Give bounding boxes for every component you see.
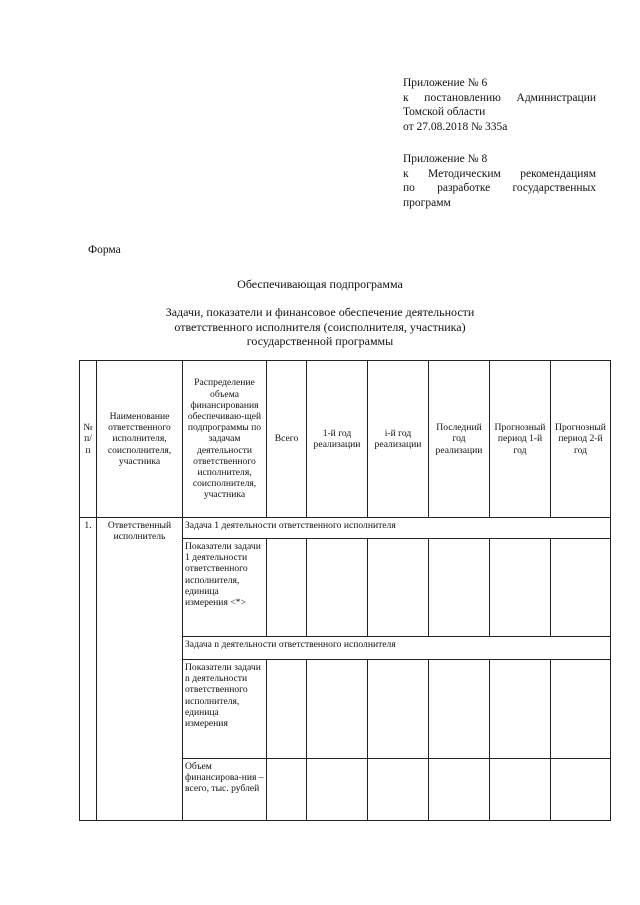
cell-empty (551, 539, 611, 637)
cell-empty (490, 660, 551, 759)
header-total: Всего (267, 361, 307, 518)
heading-line-2: ответственного исполнителя (соисполнителя, участника) (174, 319, 466, 334)
cell-empty (267, 660, 307, 759)
cell-empty (429, 539, 490, 637)
table-row (80, 518, 611, 539)
cell-empty (267, 759, 307, 821)
appendix-6-region: Томской области (403, 106, 486, 118)
header-name: Наименование ответственного исполнителя, соисполнителя, участника (97, 361, 183, 518)
cell-empty (490, 759, 551, 821)
header-num: № п/п (80, 361, 97, 518)
cell-empty (551, 759, 611, 821)
row-executor: Ответственный исполнитель (97, 518, 183, 821)
cell-empty (429, 660, 490, 759)
cell-empty (368, 539, 429, 637)
subprogram-title: Обеспечивающая подпрограмма (237, 277, 403, 291)
cell-empty (368, 660, 429, 759)
task-1-indicators: Показатели задачи 1 деятельности ответственного исполнителя, единица измерения <*> (183, 539, 267, 637)
table-header-row (80, 361, 611, 518)
appendix-8-recommendations: к Методическим рекомендациям (403, 167, 596, 180)
appendix-6-block (403, 76, 596, 134)
appendix-6-date: от 27.08.2018 № 335а (403, 120, 508, 133)
cell-empty (307, 660, 368, 759)
header-yeari: i-й год реализации (368, 361, 429, 518)
cell-empty (368, 759, 429, 821)
task-n-indicators: Показатели задачи n деятельности ответственного исполнителя, единица измерения (183, 660, 267, 759)
header-forecast-2: Прогнозный период 2-й год (551, 361, 611, 518)
appendix-8-block (403, 152, 596, 210)
appendix-8-programs: программ (403, 196, 451, 209)
cell-empty (307, 539, 368, 637)
header-distribution: Распределение объема финансирования обеспечиваю-щей подпрограммы по задачам деятельности ответственного исполнителя, соисполнителя, участника (183, 361, 267, 518)
task-1-heading: Задача 1 деятельности ответственного исполнителя (183, 518, 611, 539)
task-n-heading: Задача n деятельности ответственного исполнителя (183, 637, 611, 660)
header-year1: 1-й год реализации (307, 361, 368, 518)
cell-empty (490, 539, 551, 637)
cell-empty (267, 539, 307, 637)
funding-table (79, 360, 611, 821)
heading-line-1: Задачи, показатели и финансовое обеспечение деятельности (165, 305, 475, 319)
document-heading (0, 305, 640, 349)
appendix-6-resolution: к постановлению Администрации (403, 91, 596, 104)
form-label: Форма (88, 244, 121, 256)
cell-empty (307, 759, 368, 821)
appendix-6-number: Приложение № 6 (403, 77, 488, 89)
header-forecast-1: Прогнозный период 1-й год (490, 361, 551, 518)
cell-empty (551, 660, 611, 759)
row-number: 1. (80, 518, 97, 821)
heading-line-3: государственной программы (246, 334, 394, 348)
funding-total: Объем финансирова-ния – всего, тыс. рублей (183, 759, 267, 821)
appendix-8-development: по разработке государственных (403, 182, 596, 194)
cell-empty (429, 759, 490, 821)
header-last-year: Последний год реализации (429, 361, 490, 518)
appendix-8-number: Приложение № 8 (403, 153, 488, 165)
